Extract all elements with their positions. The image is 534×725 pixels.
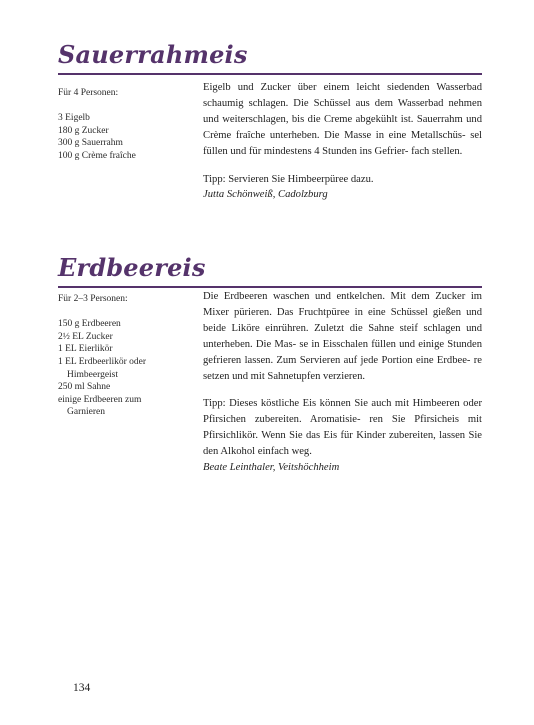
ingredient-item: 300 g Sauerrahm <box>58 138 123 149</box>
tip-line: Eis für Kinder zubereiten, lassen Sie den Alkohol <box>203 430 482 458</box>
ingredient-item-continued: Himbeergeist <box>67 369 119 380</box>
servings-label: Für 2–3 Personen: <box>58 294 128 304</box>
instruction-line: Zucker im Mixer pürieren. Das Fruchtpüree in eine <box>203 291 482 318</box>
recipe-title-sauerrahmeis: Sauerrahmeis <box>58 40 248 69</box>
instructions-paragraph <box>203 80 482 160</box>
servings-label: Für 4 Personen: <box>58 88 119 98</box>
instruction-line: se in Eisschalen füllen und einige Stunden gefrieren <box>203 338 482 366</box>
instruction-line: die Creme abgekühlt ist. Sauerrahm und Crème <box>203 113 483 141</box>
ingredient-item: 3 Eigelb <box>58 113 90 124</box>
ingredients-list <box>58 87 198 163</box>
tip-paragraph <box>203 396 482 460</box>
ingredient-item: 100 g Crème fraîche <box>58 150 136 161</box>
tip-line: Tipp: Servieren Sie Himbeerpüree dazu. <box>203 173 374 185</box>
ingredient-item: einige Erdbeeren zum <box>58 394 142 405</box>
instruction-line: Wasserbad schaumig schlagen. Die Schüssel aus <box>203 82 482 109</box>
instruction-line: Eigelb und Zucker über einem leicht siedenden <box>203 82 430 93</box>
instruction-line: fach stellen. <box>411 145 463 157</box>
instruction-line: dem Wasserbad nehmen und weiterschlagen, bis <box>203 97 482 125</box>
tip-line: ren Sie Pfirsicheis mit Pfirsichlikör. Wenn Sie das <box>203 414 482 442</box>
tip-line: einfach weg. <box>257 446 312 458</box>
instruction-line: Die Erdbeeren waschen und entkelchen. Mit dem <box>203 291 430 302</box>
ingredient-item: 250 ml Sahne <box>58 382 111 393</box>
tip-paragraph <box>203 172 482 188</box>
tip-line: Himbeeren oder Pfirsichen zubereiten. Aromatisie- <box>203 398 482 426</box>
title-divider <box>58 286 482 288</box>
instruction-line: lassen. Zum Servieren auf jede Portion eine Erdbee- <box>244 354 471 366</box>
tip-line: Tipp: Dieses köstliche Eis können Sie auch mit <box>203 398 410 410</box>
recipe-instructions <box>203 80 482 203</box>
recipe-author: Beate Leinthaler, Veitshöchheim <box>203 462 340 474</box>
instruction-line: die Sahne steif schlagen und unterheben. Die Mas- <box>203 322 482 350</box>
ingredient-item: 1 EL Erdbeerlikör oder <box>58 356 147 367</box>
ingredient-item: 180 g Zucker <box>58 125 109 136</box>
ingredient-item-continued: Garnieren <box>67 407 105 418</box>
ingredients-list <box>58 293 198 419</box>
title-divider <box>58 73 482 75</box>
recipe-author: Jutta Schönweiß, Cadolzburg <box>203 189 328 201</box>
instructions-paragraph <box>203 289 482 384</box>
recipe-instructions <box>203 289 482 476</box>
page-number: 134 <box>73 682 91 694</box>
instruction-line: re setzen und mit Sahnetupfen verzieren. <box>203 354 483 382</box>
ingredient-item: 1 EL Eierlikör <box>58 344 113 355</box>
ingredient-item: 2½ EL Zucker <box>58 331 113 342</box>
instruction-line: sel füllen und für mindestens 4 Stunden ins Gefrier- <box>203 129 482 157</box>
ingredient-item: 150 g Erdbeeren <box>58 319 121 330</box>
instruction-line: Schüssel gießen und beide Liköre einrühren. Zuletzt <box>203 306 482 334</box>
recipe-title-erdbeereis: Erdbeereis <box>58 253 206 282</box>
instruction-line: fraîche unterheben. Die Masse in eine Metallschüs- <box>235 129 466 141</box>
